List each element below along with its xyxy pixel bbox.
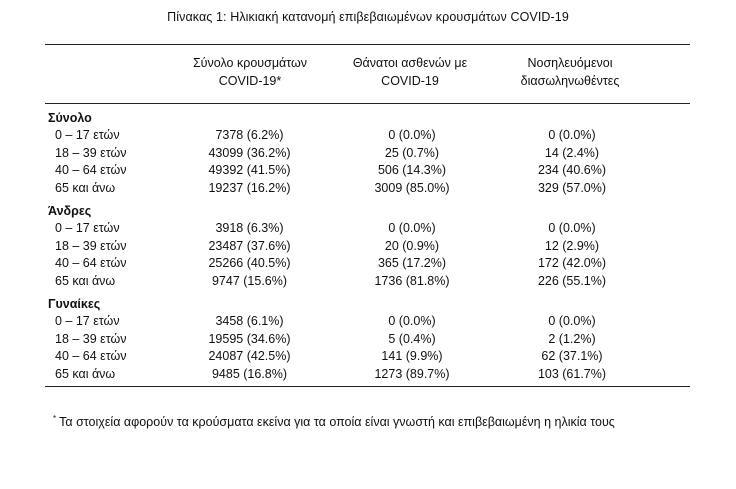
age-group-cell: 18 – 39 ετών [55, 238, 127, 253]
table-row [45, 366, 690, 384]
intubated-cell: 329 (57.0%) [537, 180, 607, 195]
cases-cell: 19237 (16.2%) [208, 180, 291, 195]
cases-cell: 23487 (37.6%) [208, 238, 291, 253]
table-row [45, 331, 690, 349]
cases-cell: 9485 (16.8%) [211, 366, 288, 381]
age-group-cell: 65 και άνω [55, 180, 116, 195]
cases-cell: 49392 (41.5%) [208, 163, 291, 177]
intubated-cell: 62 (37.1%) [541, 349, 603, 363]
deaths-cell: 0 (0.0%) [388, 221, 436, 235]
section-label: Άνδρες [48, 204, 92, 218]
section-men [45, 197, 690, 290]
deaths-cell: 141 (9.9%) [381, 349, 443, 363]
deaths-cell: 0 (0.0%) [388, 314, 436, 328]
footnote-mark: * [53, 414, 57, 423]
intubated-cell: 0 (0.0%) [548, 314, 596, 328]
section-label: Γυναίκες [48, 297, 101, 311]
intubated-cell: 0 (0.0%) [548, 221, 596, 235]
table-row [45, 162, 690, 180]
age-group-cell: 0 – 17 ετών [55, 314, 120, 328]
cases-cell: 9747 (15.6%) [211, 273, 288, 288]
header-deaths: Θάνατοι ασθενών με COVID-19 [352, 56, 468, 88]
age-group-cell: 40 – 64 ετών [55, 349, 127, 363]
section-total [45, 104, 690, 197]
footnote-text: Τα στοιχεία αφορούν τα κρούσματα εκείνα για τα οποία είναι γνωστή και επιβεβαιωμένη η ηλικία τους [59, 415, 615, 429]
bottom-rule [45, 386, 690, 387]
age-group-cell: 0 – 17 ετών [55, 221, 120, 235]
deaths-cell: 5 (0.4%) [388, 331, 436, 346]
deaths-cell: 1273 (89.7%) [374, 366, 450, 381]
table-row [45, 127, 690, 145]
age-group-cell: 65 και άνω [55, 273, 116, 288]
table-row [45, 313, 690, 331]
deaths-cell: 0 (0.0%) [388, 128, 436, 142]
age-group-cell: 65 και άνω [55, 366, 116, 381]
intubated-cell: 0 (0.0%) [548, 128, 596, 142]
cases-cell: 43099 (36.2%) [208, 145, 291, 160]
age-group-cell: 40 – 64 ετών [55, 163, 127, 177]
table-body [45, 104, 690, 383]
intubated-cell: 226 (55.1%) [537, 273, 607, 288]
header-total-cases: Σύνολο κρουσμάτων COVID-19* [192, 56, 308, 88]
table-row [45, 180, 690, 198]
cases-cell: 24087 (42.5%) [208, 349, 291, 363]
intubated-cell: 103 (61.7%) [537, 366, 607, 381]
deaths-cell: 20 (0.9%) [384, 238, 440, 253]
cases-cell: 7378 (6.2%) [215, 128, 284, 142]
intubated-cell: 234 (40.6%) [537, 163, 607, 177]
table-header [45, 45, 690, 103]
table-row [45, 273, 690, 291]
table-row [45, 238, 690, 256]
cases-cell: 25266 (40.5%) [208, 256, 291, 270]
age-distribution-table [45, 44, 690, 387]
age-group-cell: 18 – 39 ετών [55, 331, 127, 346]
cases-cell: 19595 (34.6%) [208, 331, 291, 346]
cases-cell: 3918 (6.3%) [215, 221, 284, 235]
intubated-cell: 2 (1.2%) [548, 331, 596, 346]
age-group-cell: 40 – 64 ετών [55, 256, 127, 270]
deaths-cell: 25 (0.7%) [384, 145, 440, 160]
footnote [53, 414, 615, 429]
section-women [45, 290, 690, 383]
intubated-cell: 12 (2.9%) [544, 238, 600, 253]
deaths-cell: 3009 (85.0%) [374, 180, 450, 195]
age-group-cell: 18 – 39 ετών [55, 145, 127, 160]
table-row [45, 255, 690, 273]
age-group-cell: 0 – 17 ετών [55, 128, 120, 142]
table-row [45, 145, 690, 163]
header-intubated: Νοσηλευόμενοι διασωληνωθέντες [520, 56, 620, 88]
deaths-cell: 1736 (81.8%) [374, 273, 450, 288]
intubated-cell: 14 (2.4%) [544, 145, 600, 160]
deaths-cell: 365 (17.2%) [377, 256, 447, 270]
table-title: Πίνακας 1: Ηλικιακή κατανομή επιβεβαιωμένων κρουσμάτων COVID-19 [167, 10, 569, 24]
table-row [45, 348, 690, 366]
cases-cell: 3458 (6.1%) [215, 314, 284, 328]
intubated-cell: 172 (42.0%) [537, 256, 607, 270]
table-row [45, 220, 690, 238]
deaths-cell: 506 (14.3%) [377, 163, 447, 177]
section-label: Σύνολο [48, 111, 92, 125]
